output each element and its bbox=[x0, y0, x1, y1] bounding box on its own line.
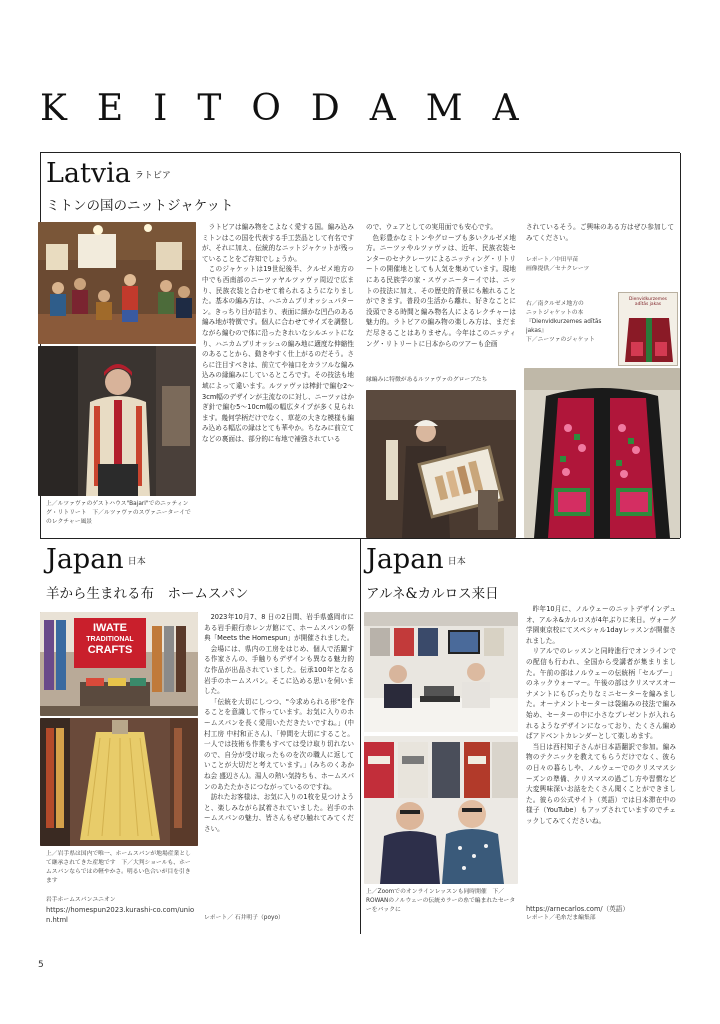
latvia-title-text: Latvia bbox=[46, 158, 131, 189]
japan2-credit: レポート／毛糸だま編集部 bbox=[526, 915, 596, 921]
japan2-body-para: 当日は西村知子さんが日本語翻訳で参加。編み物のテクニックを教えてもらうだけでなく、彼らの日々の暮らしや、ノルウェーでのクリスマスシーズンの準備、クリスマスの過ごし方や習慣など大変興味深いお話をたくさん聞くことができました。彼らの公式サイト（英語）では日本滞在中の様子（YouTube）もアップされていますのでチェックしてみてくださいね。 bbox=[526, 742, 676, 825]
japan2-caption bbox=[366, 888, 516, 920]
latvia-caption-left-text: 上／ルツァヴァのゲストハウス"Bajari"でのニッティング・リトリート 下／ルツァヴァのスヴァニーターイでのレクチャー風景 bbox=[46, 501, 191, 525]
japan1-body-para: 会場には、県内の工房をはじめ、個人で活躍する作家さんの、手触りもデザインも異なる魅力的な作品が出品されていました。伝承100年となる岩手のホームスパン。そこに込める思いを伺いました。 bbox=[204, 644, 354, 696]
latvia-title-ja: ラトビア bbox=[134, 171, 171, 181]
japan1-banner-line-2: TRADITIONAL bbox=[86, 636, 134, 643]
latvia-caption-right-line: jakas』 bbox=[526, 328, 547, 334]
japan1-heading: 羊から生まれる布 ホームスパン bbox=[46, 586, 249, 602]
latvia-col2-para: ので、ウェアとしての実用面でも安心です。 bbox=[366, 223, 497, 231]
japan1-caption-text: 上／岩手県は国内で唯一、ホームスパンが地場産業として継承されてきた産地です 下／大判ショールも、ホームスパンならではの軽やかさ。明るい色合いが目を引きます bbox=[46, 851, 191, 884]
latvia-col1-para: ラトビアは編み物をこよなく愛する国。編み込みミトンはこの国を代表する手工芸品として有名ですが、それに加え、伝統的なニットジャケットが残っていることをご存知でしょうか。 bbox=[202, 223, 354, 263]
japan2-photo-online-lesson bbox=[364, 612, 518, 732]
japan1-link-url[interactable]: https://homespun2023.kurashi-co.com/union.html bbox=[46, 906, 195, 924]
japan-column-divider bbox=[360, 539, 361, 934]
latvia-column-2 bbox=[366, 222, 516, 370]
latvia-credit-line: 画像提供／セナクレーツ bbox=[526, 266, 590, 272]
masthead-rule bbox=[40, 152, 680, 153]
japan2-title-ja: 日本 bbox=[447, 557, 466, 567]
japan1-banner-line-3: CRAFTS bbox=[87, 644, 133, 656]
latvia-section-title bbox=[46, 158, 171, 189]
latvia-caption-right-line: 右／南クルゼメ地方の bbox=[526, 301, 584, 307]
japan2-photo-arne-carlos bbox=[364, 736, 518, 884]
japan1-body bbox=[204, 612, 354, 908]
japan2-body-para: 昨年10月に、ノルウェーのニットデザインデュオ、アルネ&カルロスが4年ぶりに来日。ヴォーグ学園東京校にてスペシャル1dayレッスンが開催されました。 bbox=[526, 605, 676, 645]
japan1-body-para: 訪れたお客様は、お気に入りの1枚を見つけようと、楽しみながら試着されていました。岩手のホームスパンの魅力、皆さんもぜひ触れてみてください。 bbox=[204, 793, 354, 833]
latvia-book-cover bbox=[618, 292, 678, 366]
latvia-caption-right-line: ニットジャケットの本 bbox=[526, 310, 584, 316]
japan1-banner bbox=[74, 618, 146, 668]
latvia-column-3 bbox=[526, 222, 674, 246]
latvia-col1-para: このジャケットは19世紀後半、クルゼメ地方の中でも西南部のニーツァヤルツァヴァ周辺で広まり、民族衣装と合わせて着られるようになりました。基本の編み方は、ハニカムブリオッシュパターン。きっちり目が詰まり、表面に細かな凹凸のある編み地が特徴です。個人に合わせてサイズを調整しながら編むので体に沿ったきれいなシルエットになり、ハニカムブリオッシュの編み地に適度な伸縮性のあることから、動きやすく仕上がるのだそう。さらに注目すべきは、前立てや袖口をカラフルな編み込みの縁編みにしているところです。その技法も地域によって違います。ルツァヴァは棒針で編む2〜3cm幅のデザインが主流なのに対し、ニーツァはかぎ針で編む5〜10cm幅の幅広タイプが多く見られます。幾何学柄だけでなく、草花の大きな模様も編み込める幅広の縁はとても華やか。ちなみに前立てなどの裏面は、部分的に布地で補強されている bbox=[202, 265, 354, 443]
japan2-link-block bbox=[526, 904, 676, 923]
book-cover-jacket-image bbox=[619, 312, 678, 362]
latvia-caption-left bbox=[46, 500, 192, 536]
latvia-caption-right-line: 下／ニーツァのジャケット bbox=[526, 337, 595, 343]
latvia-photo-gloves bbox=[366, 390, 516, 538]
latvia-photo-lecture bbox=[38, 346, 196, 496]
japan1-title-text: Japan bbox=[46, 544, 124, 575]
latvia-credits bbox=[526, 256, 636, 274]
japan1-body-para: 2023年10月7、8 日の2日間、岩手県盛岡市にある岩手銀行赤レンガ館にて、ホームスパンの祭典「Meets the Homespun」が開催されました。 bbox=[204, 613, 354, 643]
latvia-caption-mid: 縁編みに特徴があるルツァヴァのグローブたち bbox=[366, 377, 488, 383]
latvia-heading: ミトンの国のニットジャケット bbox=[46, 198, 234, 214]
book-cover-title: Dienvidkurzemes adītās jakas bbox=[629, 297, 667, 308]
japan2-body-para: リアルでのレッスンと同時進行でオンラインでの配信も行われ、全国から受講者が集まりました。午前の部はノルウェーの伝統柄「セルブー」のネックウォーマー。午後の部はクリスマスオーナメントにもぴったりなミニセーターを編みました。オーナメントセーターは袋編みの技法で編み始め、セーターの中に小さなプレゼントが入れられるようなデザインになっており、たくさん編めばアドベントカレンダーとして楽しめます。 bbox=[526, 647, 676, 741]
japan1-photo-shawl bbox=[40, 718, 198, 846]
japan1-photo-booth bbox=[40, 612, 198, 716]
latvia-photo-jacket bbox=[524, 368, 680, 538]
japan2-title-text: Japan bbox=[366, 544, 444, 575]
latvia-photo-workshop bbox=[38, 222, 196, 344]
latvia-column-1 bbox=[202, 222, 354, 540]
japan1-credit: レポート／ 石井明子（poyo） bbox=[204, 915, 284, 921]
japan2-section-title bbox=[366, 544, 466, 575]
japan1-section-title bbox=[46, 544, 146, 575]
page-number: 5 bbox=[38, 960, 44, 970]
japan1-link-block bbox=[46, 896, 196, 925]
japan1-banner-line-1: IWATE bbox=[92, 622, 127, 634]
latvia-caption-right-line: 『Dienvidkurzemes adītās bbox=[526, 319, 602, 325]
latvia-right-rule bbox=[680, 153, 681, 538]
latvia-col3-para: されているそう。ご興味のある方はぜひ参加してみてください。 bbox=[526, 223, 674, 242]
latvia-caption-right bbox=[526, 300, 618, 345]
japan2-heading: アルネ&カルロス来日 bbox=[366, 586, 499, 602]
japan1-body-para: 「伝統を大切にしつつ、"今求められる形"を作ることを意識して作っています。お気に入りのホームスパンを長く愛用いただきたいですね。」(中村工房 中村和正さん)、「仲間を大切にすること。一人では技術も作業もすべては受け取り切れないので、自分が受け取ったものを次の職人に返していことが大切だと考えています。」(みちのくあかね会 盛辺さん)。湯人の熱い気持ちも、ホームスパンのあたたかさにつながっているのですね。 bbox=[204, 697, 354, 791]
japan1-title-ja: 日本 bbox=[127, 557, 146, 567]
latvia-credit-line: レポート／中田早苗 bbox=[526, 257, 579, 263]
japan1-link-label: 岩手ホームスパンユニオン bbox=[46, 897, 116, 903]
japan2-link-url[interactable]: https://arnecarlos.com/（英語） bbox=[526, 905, 629, 913]
japan2-body bbox=[526, 604, 676, 906]
japan2-caption-text: 上／Zoomでのオンラインレッスンも同時開催 下／ROWANのノルウェーの伝統カラーの糸で編まれたセーターをバックに bbox=[366, 889, 516, 913]
latvia-col2-para: 色彩豊かなミトンやグローブも多いクルゼメ地方。ニーツァやルツァヴァは、近年、民族衣装センターのセナクレーツによるニッティング・リトリートの開催地としても人気を集めています。現地にある民族学の家・スヴァニーターイでは、ニットの技法に加え、その歴史的背景にも触れることができます。普段の生活から離れ、好きなことに没頭できる時間と編み物名人によるレクチャーは魅力的。ラトビアの編み物の楽しみ方は、まだまだ尽きることはありません。今年はこのニッティング・リトリートに日本からのツアーも企画 bbox=[366, 233, 516, 348]
masthead-title: KEITODAMA bbox=[40, 88, 549, 129]
japan1-caption bbox=[46, 850, 196, 890]
